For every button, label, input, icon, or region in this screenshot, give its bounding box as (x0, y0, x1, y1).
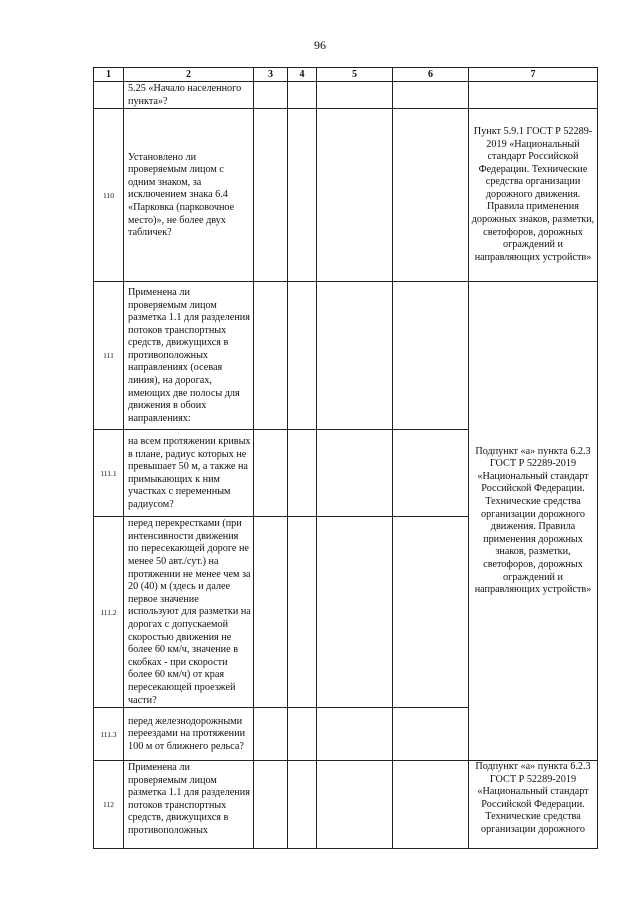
question-text: перед железнодорожными переездами на протяжении 100 м от ближнего рельса? (124, 708, 254, 761)
empty-cell (393, 82, 469, 109)
table-row (94, 82, 598, 109)
empty-cell (254, 708, 288, 761)
question-text: Применена ли проверяемым лицом разметка 1.1 для разделения потоков транспортных средств, движущихся в противоположных (124, 761, 254, 849)
empty-cell (317, 430, 393, 517)
empty-cell (288, 761, 317, 849)
column-header: 4 (288, 68, 317, 82)
legal-reference: Подпункт «а» пункта 6.2.3 ГОСТ Р 52289-2019 «Национальный стандарт Российской Федерации. Технические средства организации дорожного (469, 761, 598, 849)
legal-reference (469, 82, 598, 109)
empty-cell (288, 82, 317, 109)
row-number: 112 (94, 761, 124, 849)
question-text: 5.25 «Начало населенного пункта»? (124, 82, 254, 109)
empty-cell (317, 708, 393, 761)
row-number: 111.3 (94, 708, 124, 761)
legal-reference: Подпункт «а» пункта 6.2.3 ГОСТ Р 52289-2019 «Национальный стандарт Российской Федерации. Технические средства организации дорожного движения. Правила применения дорожных знаков, разметки, светофоров, дорожных ограждений и направляющих устройств» (469, 282, 598, 761)
table-row (94, 761, 598, 849)
table-row (94, 282, 598, 430)
empty-cell (317, 517, 393, 708)
empty-cell (288, 430, 317, 517)
header-row (94, 68, 598, 82)
question-text: на всем протяжении кривых в плане, радиус которых не превышает 50 м, а также на примыкающих к ним участках с переменным радиусом? (124, 430, 254, 517)
empty-cell (254, 282, 288, 430)
empty-cell (393, 761, 469, 849)
row-number (94, 82, 124, 109)
empty-cell (288, 282, 317, 430)
empty-cell (254, 82, 288, 109)
empty-cell (317, 282, 393, 430)
column-header: 7 (469, 68, 598, 82)
empty-cell (393, 282, 469, 430)
column-header: 3 (254, 68, 288, 82)
question-text: перед перекрестками (при интенсивности движения по пересекающей дороге не менее 50 авт./сут.) на протяжении не менее чем за 20 (40) м (здесь и далее первое значение используют для разметки на дорогах с допускаемой скоростью движения не более 60 км/ч, значение в скобках - при скорости более 60 км/ч) от края пересекающей проезжей части? (124, 517, 254, 708)
row-number: 111.2 (94, 517, 124, 708)
empty-cell (254, 517, 288, 708)
question-text: Установлено ли проверяемым лицом с одним знаком, за исключением знака 6.4 «Парковка (парковочное место)», не более двух табличек? (124, 109, 254, 282)
column-header: 2 (124, 68, 254, 82)
empty-cell (393, 109, 469, 282)
column-header: 6 (393, 68, 469, 82)
page-number: 96 (314, 38, 326, 52)
empty-cell (393, 430, 469, 517)
table-row (94, 109, 598, 282)
empty-cell (317, 109, 393, 282)
legal-reference: Пункт 5.9.1 ГОСТ Р 52289-2019 «Национальный стандарт Российской Федерации. Технические средства организации дорожного движения. Правила применения дорожных знаков, разметки, светофоров, дорожных ограждений и направляющих устройств» (469, 109, 598, 282)
empty-cell (317, 761, 393, 849)
column-header: 5 (317, 68, 393, 82)
question-text: Применена ли проверяемым лицом разметка 1.1 для разделения потоков транспортных средств, движущихся в противоположных направлениях (осевая линия), на дорогах, имеющих две полосы для движения в обоих направлениях: (124, 282, 254, 430)
row-number: 111.1 (94, 430, 124, 517)
checklist-table (93, 67, 598, 849)
empty-cell (254, 430, 288, 517)
empty-cell (288, 708, 317, 761)
empty-cell (317, 82, 393, 109)
row-number: 110 (94, 109, 124, 282)
empty-cell (393, 517, 469, 708)
row-number: 111 (94, 282, 124, 430)
empty-cell (288, 517, 317, 708)
empty-cell (254, 109, 288, 282)
empty-cell (393, 708, 469, 761)
column-header: 1 (94, 68, 124, 82)
empty-cell (254, 761, 288, 849)
empty-cell (288, 109, 317, 282)
